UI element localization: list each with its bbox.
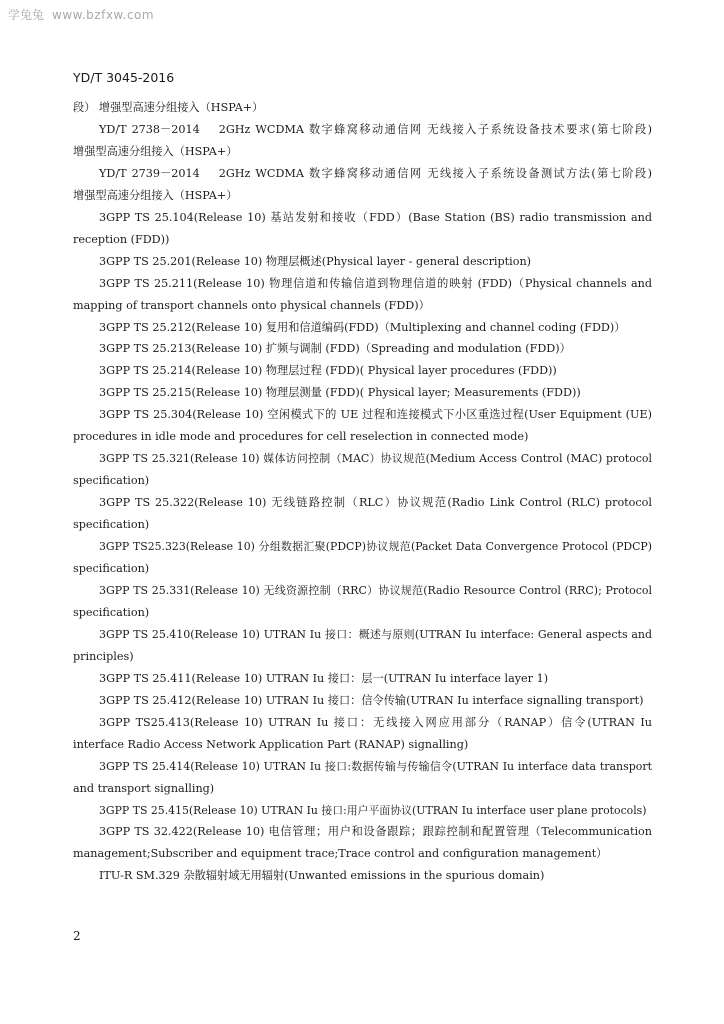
- text-line: 3GPP TS 25.414(Release 10) UTRAN Iu 接口:数据传输与传输信令(UTRAN Iu interface data transport: [99, 759, 652, 773]
- text-line: procedures in idle mode and procedures for cell reselection in connected mode): [73, 430, 529, 444]
- text-line: 3GPP TS 25.410(Release 10) UTRAN Iu 接口：概述与原则(UTRAN Iu interface: General aspects and: [99, 627, 652, 641]
- watermark: [8, 6, 154, 23]
- text-line: mapping of transport channels onto physical channels (FDD)）: [73, 298, 430, 312]
- watermark-brand: 学兔兔: [8, 8, 45, 22]
- text-line: 3GPP TS 25.412(Release 10) UTRAN Iu 接口：信令传输(UTRAN Iu interface signalling transport): [99, 693, 644, 707]
- text-line: specification): [73, 605, 150, 619]
- text-line: principles): [73, 649, 134, 663]
- watermark-url: www.bzfxw.com: [52, 8, 155, 22]
- text-line: 3GPP TS 25.331(Release 10) 无线资源控制（RRC）协议规范(Radio Resource Control (RRC); Protocol: [99, 583, 652, 597]
- text-line: specification): [73, 474, 150, 488]
- text-line: 3GPP TS 25.322(Release 10) 无线链路控制（RLC）协议规范(Radio Link Control (RLC) protocol: [99, 496, 652, 510]
- text-line: 3GPP TS 25.104(Release 10) 基站发射和接收（FDD）(Base Station (BS) radio transmission and: [99, 210, 652, 224]
- text-line: 3GPP TS 25.201(Release 10) 物理层概述(Physical layer - general description): [99, 254, 532, 268]
- text-line: 增强型高速分组接入（HSPA+）: [73, 188, 238, 202]
- text-line: 3GPP TS 25.304(Release 10) 空闲模式下的 UE 过程和连接模式下小区重选过程(User Equipment (UE): [99, 408, 652, 422]
- text-line: 3GPP TS 25.321(Release 10) 媒体访问控制（MAC）协议规范(Medium Access Control (MAC) protocol: [99, 452, 652, 466]
- standard-number: YD/T 3045-2016: [73, 70, 175, 85]
- text-line: YD/T 2739－2014 2GHz WCDMA 数字蜂窝移动通信网 无线接入子系统设备测试方法(第七阶段): [99, 166, 652, 180]
- reference-list: [73, 97, 652, 887]
- page-number: 2: [73, 929, 81, 943]
- text-line: 3GPP TS 25.213(Release 10) 扩频与调制 (FDD)（Spreading and modulation (FDD)）: [99, 342, 571, 356]
- text-line: 3GPP TS 25.212(Release 10) 复用和信道编码(FDD)（Multiplexing and channel coding (FDD)）: [99, 320, 626, 334]
- text-line: ITU-R SM.329 杂散辐射域无用辐射(Unwanted emissions in the spurious domain): [99, 869, 545, 883]
- text-line: 段） 增强型高速分组接入（HSPA+）: [73, 101, 264, 114]
- text-line: specification): [73, 562, 150, 576]
- text-line: 3GPP TS 25.211(Release 10) 物理信道和传输信道到物理信道的映射 (FDD)（Physical channels and: [99, 276, 652, 290]
- text-line: interface Radio Access Network Application Part (RANAP) signalling): [73, 737, 469, 751]
- text-line: YD/T 2738－2014 2GHz WCDMA 数字蜂窝移动通信网 无线接入子系统设备技术要求(第七阶段): [99, 122, 652, 136]
- text-line: 3GPP TS 25.214(Release 10) 物理层过程 (FDD)( Physical layer procedures (FDD)): [99, 364, 557, 378]
- text-line: specification): [73, 518, 150, 532]
- text-line: 3GPP TS 25.411(Release 10) UTRAN Iu 接口：层一(UTRAN Iu interface layer 1): [99, 671, 549, 685]
- text-line: 3GPP TS 25.415(Release 10) UTRAN Iu 接口:用户平面协议(UTRAN Iu interface user plane protocols): [99, 803, 647, 817]
- text-line: 3GPP TS25.413(Release 10) UTRAN Iu 接口：无线接入网应用部分（RANAP）信令(UTRAN Iu: [99, 715, 652, 729]
- text-line: 3GPP TS25.323(Release 10) 分组数据汇聚(PDCP)协议规范(Packet Data Convergence Protocol (PDCP): [99, 540, 652, 554]
- text-line: 3GPP TS 25.215(Release 10) 物理层测量 (FDD)( Physical layer; Measurements (FDD)): [99, 386, 581, 400]
- text-line: management;Subscriber and equipment trace;Trace control and configuration management）: [73, 847, 608, 861]
- text-line: and transport signalling): [73, 781, 215, 795]
- text-line: 3GPP TS 32.422(Release 10) 电信管理；用户和设备跟踪；跟踪控制和配置管理（Telecommunication: [99, 825, 652, 839]
- text-line: 增强型高速分组接入（HSPA+）: [73, 144, 238, 158]
- text-line: reception (FDD)): [73, 232, 170, 246]
